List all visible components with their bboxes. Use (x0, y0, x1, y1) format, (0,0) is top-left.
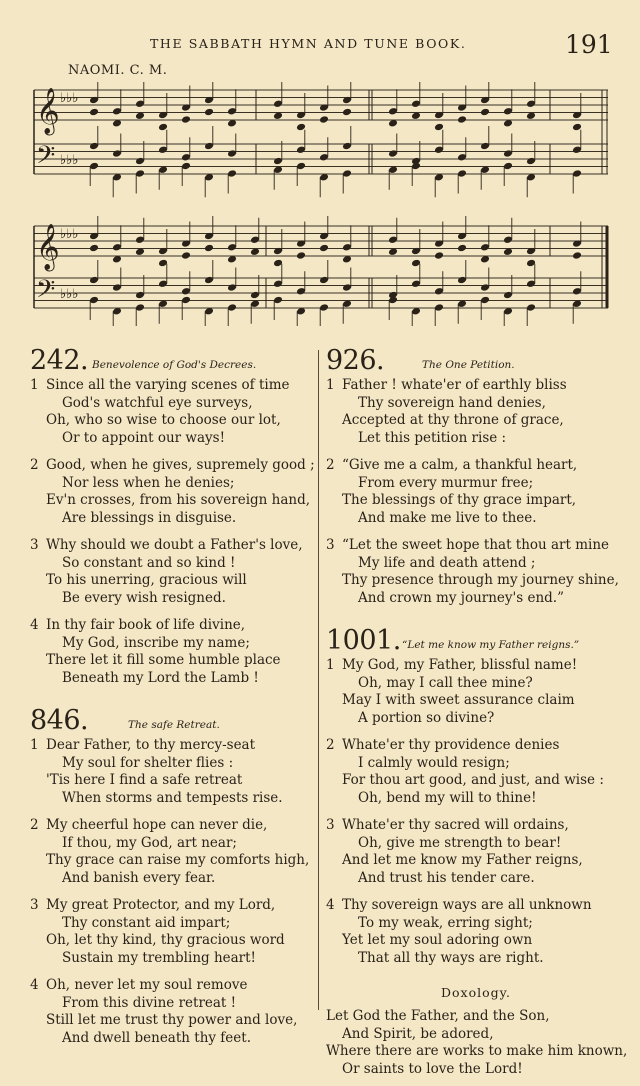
key-signature-flats-icon: ♭♭♭ (60, 91, 79, 106)
verse-text: A portion so divine? (358, 709, 495, 726)
verse-line (30, 852, 315, 870)
verse-text: Accepted at thy throne of grace, (342, 412, 564, 428)
verse-text: My soul for shelter flies : (62, 754, 234, 771)
verse-text: Still let me trust thy power and love, (46, 1012, 298, 1028)
hymn-header (30, 705, 315, 737)
verse-line (326, 870, 626, 888)
verse-text: May I with sweet assurance claim (342, 692, 575, 708)
verse-text: Good, when he gives, supremely good ; (46, 457, 315, 473)
verse (326, 897, 626, 967)
verse-text: If thou, my God, art near; (62, 834, 237, 851)
note-head (181, 251, 191, 260)
verse-text: Nor less when he denies; (62, 474, 235, 491)
verse-text: Oh, give me strength to bear! (358, 834, 562, 851)
note-head (457, 115, 467, 124)
doxology-line: Let God the Father, and the Son, (326, 1008, 550, 1024)
verse-text: For thou art good, and just, and wise : (342, 772, 604, 788)
verse-line (30, 1030, 315, 1048)
verse-text: My great Protector, and my Lord, (46, 897, 276, 913)
verse-line (30, 492, 315, 510)
verse-text: To his unerring, gracious will (46, 572, 247, 588)
verse-line (326, 510, 626, 528)
verse-text: Sustain my trembling heart! (62, 949, 256, 966)
verse-number: 3 (326, 537, 335, 553)
treble-clef-icon: 𝄞 (36, 224, 60, 270)
verse-line (30, 897, 315, 915)
verse-text: So constant and so kind ! (62, 554, 236, 571)
verse-line (326, 790, 626, 808)
verse-line (326, 675, 626, 693)
verse (30, 537, 315, 607)
verse-line (326, 475, 626, 493)
key-signature-flats-icon: ♭♭♭ (60, 153, 79, 168)
verse (30, 897, 315, 967)
verse-line (326, 710, 626, 728)
hymn-header (326, 345, 626, 377)
hymn-subtitle: Benevolence of God's Decrees. (92, 359, 257, 371)
verse-text: 'Tis here I find a safe retreat (46, 772, 243, 788)
doxology (326, 985, 626, 1078)
verse-number: 3 (30, 897, 39, 913)
page-number: 191 (565, 30, 613, 59)
verse-line (30, 590, 315, 608)
verse-text: There let it fill some humble place (46, 652, 281, 668)
verse-number: 4 (326, 897, 335, 913)
verse-line (30, 635, 315, 653)
verse-line (30, 617, 315, 635)
verse-text: Oh, never let my soul remove (46, 977, 248, 993)
book-title: THE SABBATH HYMN AND TUNE BOOK. (150, 36, 467, 51)
verse-text: Dear Father, to thy mercy-seat (46, 737, 256, 753)
verse-text: My cheerful hope can never die, (46, 817, 268, 833)
verse-line (326, 835, 626, 853)
note-head (434, 251, 444, 260)
verse-line (30, 670, 315, 688)
verse-text: Thy sovereign hand denies, (358, 394, 546, 411)
verse (326, 817, 626, 887)
bass-clef-icon: 𝄢 (36, 141, 56, 176)
verse-line (30, 977, 315, 995)
note-head (181, 115, 191, 124)
note-head (204, 108, 214, 117)
note-head (572, 251, 582, 260)
verse-line (326, 590, 626, 608)
verse-number: 2 (326, 457, 335, 473)
verse-number: 1 (326, 377, 335, 393)
verse-line (326, 412, 626, 430)
verse-number: 3 (30, 537, 39, 553)
verse-number: 2 (30, 817, 39, 833)
verse-line (30, 475, 315, 493)
verse-number: 4 (30, 617, 39, 633)
verse-line (30, 870, 315, 888)
verse-text: And let me know my Father reigns, (342, 852, 583, 868)
note-head (319, 115, 329, 124)
verse-line (30, 377, 315, 395)
treble-clef-icon: 𝄞 (36, 88, 60, 134)
verse-text: Yet let my soul adoring own (342, 932, 533, 948)
verse-text: That all thy ways are right. (358, 949, 544, 966)
verse-text: To my weak, erring sight; (358, 914, 533, 931)
verse-line (30, 915, 315, 933)
page-header (0, 32, 640, 62)
verse-text: Father ! whate'er of earthly bliss (342, 377, 567, 393)
verse-line (326, 817, 626, 835)
verse-text: Ev'n crosses, from his sovereign hand, (46, 492, 311, 508)
verse-text: Oh, bend my will to thine! (358, 789, 537, 806)
verse (30, 977, 315, 1047)
music-staff-system (30, 82, 610, 202)
verse-text: Or to appoint our ways! (62, 429, 225, 446)
verse-line (30, 395, 315, 413)
verse-text: In thy fair book of life divine, (46, 617, 246, 633)
verse-text: Whate'er thy sacred will ordains, (342, 817, 569, 833)
verse-line (326, 492, 626, 510)
verse-line (30, 737, 315, 755)
verse-line (326, 772, 626, 790)
verse-line (326, 852, 626, 870)
verse-line (30, 950, 315, 968)
verse (30, 817, 315, 887)
verse-text: My God, inscribe my name; (62, 634, 250, 651)
verse (326, 377, 626, 447)
verse-text: “Let the sweet hope that thou art mine (342, 537, 610, 553)
verse-text: And make me live to thee. (358, 509, 537, 526)
verse-text: Thy constant aid impart; (62, 914, 231, 931)
verse-line (326, 932, 626, 950)
verse-text: Be every wish resigned. (62, 589, 226, 606)
note-head (89, 244, 99, 253)
verse-line (326, 692, 626, 710)
verse-line (30, 412, 315, 430)
verse (326, 537, 626, 607)
verse-line (326, 430, 626, 448)
verse-text: And banish every fear. (62, 869, 216, 886)
note-head (342, 108, 352, 117)
verse (30, 617, 315, 687)
verse-text: Why should we doubt a Father's love, (46, 537, 303, 553)
verse-line (326, 572, 626, 590)
hymn-header (326, 625, 626, 657)
key-signature-flats-icon: ♭♭♭ (60, 287, 79, 302)
verse-line (326, 537, 626, 555)
hymn (326, 345, 626, 607)
verse-line (30, 555, 315, 573)
verse-line (326, 457, 626, 475)
hymn-header (30, 345, 315, 377)
key-signature-flats-icon: ♭♭♭ (60, 227, 79, 242)
hymn-number: 1001. (326, 625, 401, 656)
hymn-subtitle: The One Petition. (422, 359, 515, 371)
verse-text: From this divine retreat ! (62, 994, 237, 1011)
verse-line (30, 772, 315, 790)
verse-text: Oh, let thy kind, thy gracious word (46, 932, 285, 948)
verse-text: When storms and tempests rise. (62, 789, 283, 806)
verse (30, 457, 315, 527)
verse-line (30, 430, 315, 448)
verse-line (30, 755, 315, 773)
verse-line (326, 897, 626, 915)
verse-line (326, 915, 626, 933)
verse-line (30, 1012, 315, 1030)
verse-text: Are blessings in disguise. (62, 509, 237, 526)
verse-line (326, 377, 626, 395)
verse-line (326, 395, 626, 413)
verse-line (326, 555, 626, 573)
verse-text: And crown my journey's end.” (358, 589, 565, 606)
verse-text: Oh, may I call thee mine? (358, 674, 533, 691)
verse-line (30, 835, 315, 853)
verse-line (326, 657, 626, 675)
verse-line (326, 950, 626, 968)
note-head (89, 108, 99, 117)
verse (30, 377, 315, 447)
verse-text: Whate'er thy providence denies (342, 737, 560, 753)
verse-text: Thy presence through my journey shine, (342, 572, 619, 588)
verse-text: My life and death attend ; (358, 554, 536, 571)
hymn-number: 846. (30, 705, 89, 736)
music-staff-system (30, 216, 610, 326)
verse (326, 657, 626, 727)
bass-clef-icon: 𝄢 (36, 275, 56, 310)
note-head (296, 251, 306, 260)
doxology-line: Where there are works to make him known, (326, 1043, 628, 1059)
tune-name: NAOMI. C. M. (68, 63, 168, 78)
verse-text: My God, my Father, blissful name! (342, 657, 578, 673)
hymn (30, 705, 315, 1047)
verse-text: From every murmur free; (358, 474, 534, 491)
verse (30, 737, 315, 807)
verse-text: God's watchful eye surveys, (62, 394, 253, 411)
verse-text: Since all the varying scenes of time (46, 377, 290, 393)
verse-text: Beneath my Lord the Lamb ! (62, 669, 259, 686)
verse-text: And dwell beneath thy feet. (62, 1029, 251, 1046)
note-head (457, 244, 467, 253)
hymn (326, 625, 626, 967)
verse-text: “Give me a calm, a thankful heart, (342, 457, 578, 473)
note-head (204, 244, 214, 253)
right-column (326, 345, 626, 1078)
music-system-2 (30, 216, 610, 326)
verse-number: 1 (326, 657, 335, 673)
verse-line (326, 737, 626, 755)
note-head (480, 108, 490, 117)
verse-number: 3 (326, 817, 335, 833)
hymn (30, 345, 315, 687)
doxology-line: Or saints to love the Lord! (342, 1060, 523, 1077)
verse-text: The blessings of thy grace impart, (342, 492, 577, 508)
verse-text: Oh, who so wise to choose our lot, (46, 412, 281, 428)
note-head (319, 244, 329, 253)
verse-number: 2 (326, 737, 335, 753)
verse-text: Thy grace can raise my comforts high, (46, 852, 310, 868)
hymn-subtitle: “Let me know my Father reigns.” (402, 639, 580, 651)
verse-line (30, 652, 315, 670)
verse-number: 1 (30, 737, 39, 753)
verse-line (30, 932, 315, 950)
verse-line (30, 572, 315, 590)
verse-line (30, 510, 315, 528)
verse-line (30, 537, 315, 555)
verse (326, 737, 626, 807)
hymn-number: 926. (326, 345, 385, 376)
verse (326, 457, 626, 527)
hymn-subtitle: The safe Retreat. (128, 719, 220, 731)
verse-line (30, 457, 315, 475)
verse-number: 4 (30, 977, 39, 993)
left-column (30, 345, 315, 1065)
verse-line (326, 755, 626, 773)
music-system-1 (30, 82, 610, 202)
verse-line (30, 790, 315, 808)
verse-text: I calmly would resign; (358, 754, 510, 771)
verse-text: And trust his tender care. (358, 869, 535, 886)
verse-line (30, 995, 315, 1013)
verse-line (30, 817, 315, 835)
hymn-number: 242. (30, 345, 89, 376)
doxology-title: Doxology. (440, 985, 512, 1000)
verse-number: 2 (30, 457, 39, 473)
verse-number: 1 (30, 377, 39, 393)
verse-text: Let this petition rise : (358, 429, 507, 446)
column-divider (318, 350, 319, 1010)
verse-text: Thy sovereign ways are all unknown (342, 897, 592, 913)
doxology-line: And Spirit, be adored, (342, 1025, 494, 1042)
